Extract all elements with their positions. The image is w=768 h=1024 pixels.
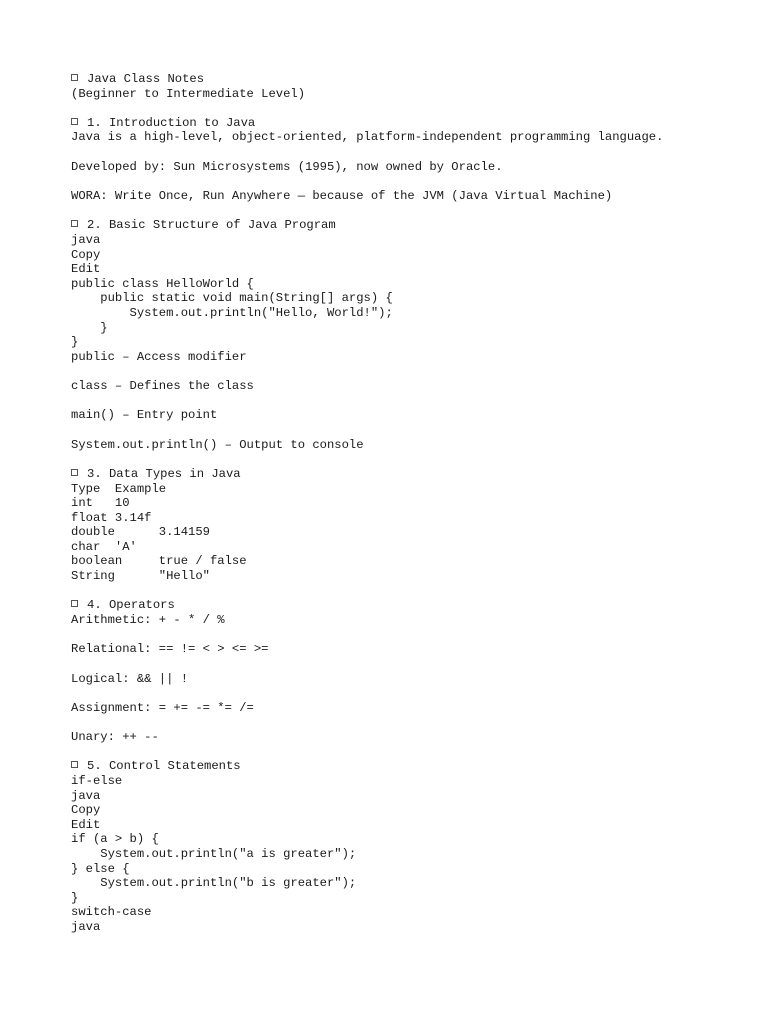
- paragraph: WORA: Write Once, Run Anywhere — because of the JVM (Java Virtual Machine): [71, 189, 613, 204]
- table-row: char 'A': [71, 539, 137, 554]
- bullet-square-icon: [71, 118, 78, 125]
- subheading: if-else: [71, 774, 123, 789]
- table-row: Type Example: [71, 481, 167, 496]
- operator-line: Unary: ++ --: [71, 730, 159, 745]
- table-row: String "Hello": [71, 569, 210, 584]
- note-line: class – Defines the class: [71, 379, 254, 394]
- copy-button[interactable]: Copy: [71, 247, 101, 262]
- section-heading-operators: 4. Operators: [71, 598, 751, 613]
- section-heading-structure: 2. Basic Structure of Java Program: [71, 218, 751, 233]
- table-row: boolean true / false: [71, 554, 247, 569]
- code-line: } else {: [71, 861, 130, 876]
- edit-button[interactable]: Edit: [71, 817, 101, 832]
- table-row: double 3.14159: [71, 525, 210, 540]
- bullet-square-icon: [71, 74, 78, 81]
- section-heading-datatypes: 3. Data Types in Java: [71, 467, 751, 482]
- bullet-square-icon: [71, 761, 78, 768]
- operator-line: Arithmetic: + - * / %: [71, 612, 225, 627]
- doc-subtitle: (Beginner to Intermediate Level): [71, 86, 306, 101]
- code-line: }: [71, 320, 108, 335]
- code-line: }: [71, 335, 79, 350]
- code-language-label: java: [71, 788, 101, 803]
- code-line: }: [71, 890, 79, 905]
- bullet-square-icon: [71, 600, 78, 607]
- doc-title: Java Class Notes: [71, 72, 751, 87]
- section-heading-control: 5. Control Statements: [71, 759, 751, 774]
- operator-line: Logical: && || !: [71, 671, 189, 686]
- paragraph: Developed by: Sun Microsystems (1995), now owned by Oracle.: [71, 159, 503, 174]
- section-heading-intro: 1. Introduction to Java: [71, 116, 751, 131]
- subheading: switch-case: [71, 905, 152, 920]
- code-line: System.out.println("a is greater");: [71, 847, 357, 861]
- table-row: int 10: [71, 496, 130, 511]
- note-line: main() – Entry point: [71, 408, 218, 423]
- copy-button[interactable]: Copy: [71, 803, 101, 818]
- note-line: System.out.println() – Output to console: [71, 437, 364, 452]
- table-row: float 3.14f: [71, 510, 152, 525]
- operator-line: Assignment: = += -= *= /=: [71, 700, 254, 715]
- document-page: [71, 72, 751, 935]
- code-line: public static void main(String[] args) {: [71, 291, 393, 306]
- edit-button[interactable]: Edit: [71, 262, 101, 277]
- paragraph: Java is a high-level, object-oriented, platform-independent programming language.: [71, 130, 664, 145]
- code-language-label: java: [71, 919, 101, 934]
- code-line: if (a > b) {: [71, 832, 159, 847]
- code-line: System.out.println("Hello, World!");: [71, 305, 393, 320]
- bullet-square-icon: [71, 220, 78, 227]
- code-line: System.out.println("b is greater");: [71, 876, 357, 891]
- note-line: public – Access modifier: [71, 349, 247, 364]
- code-line: public class HelloWorld {: [71, 276, 254, 291]
- operator-line: Relational: == != < > <= >=: [71, 642, 269, 657]
- code-language-label: java: [71, 232, 101, 247]
- bullet-square-icon: [71, 469, 78, 476]
